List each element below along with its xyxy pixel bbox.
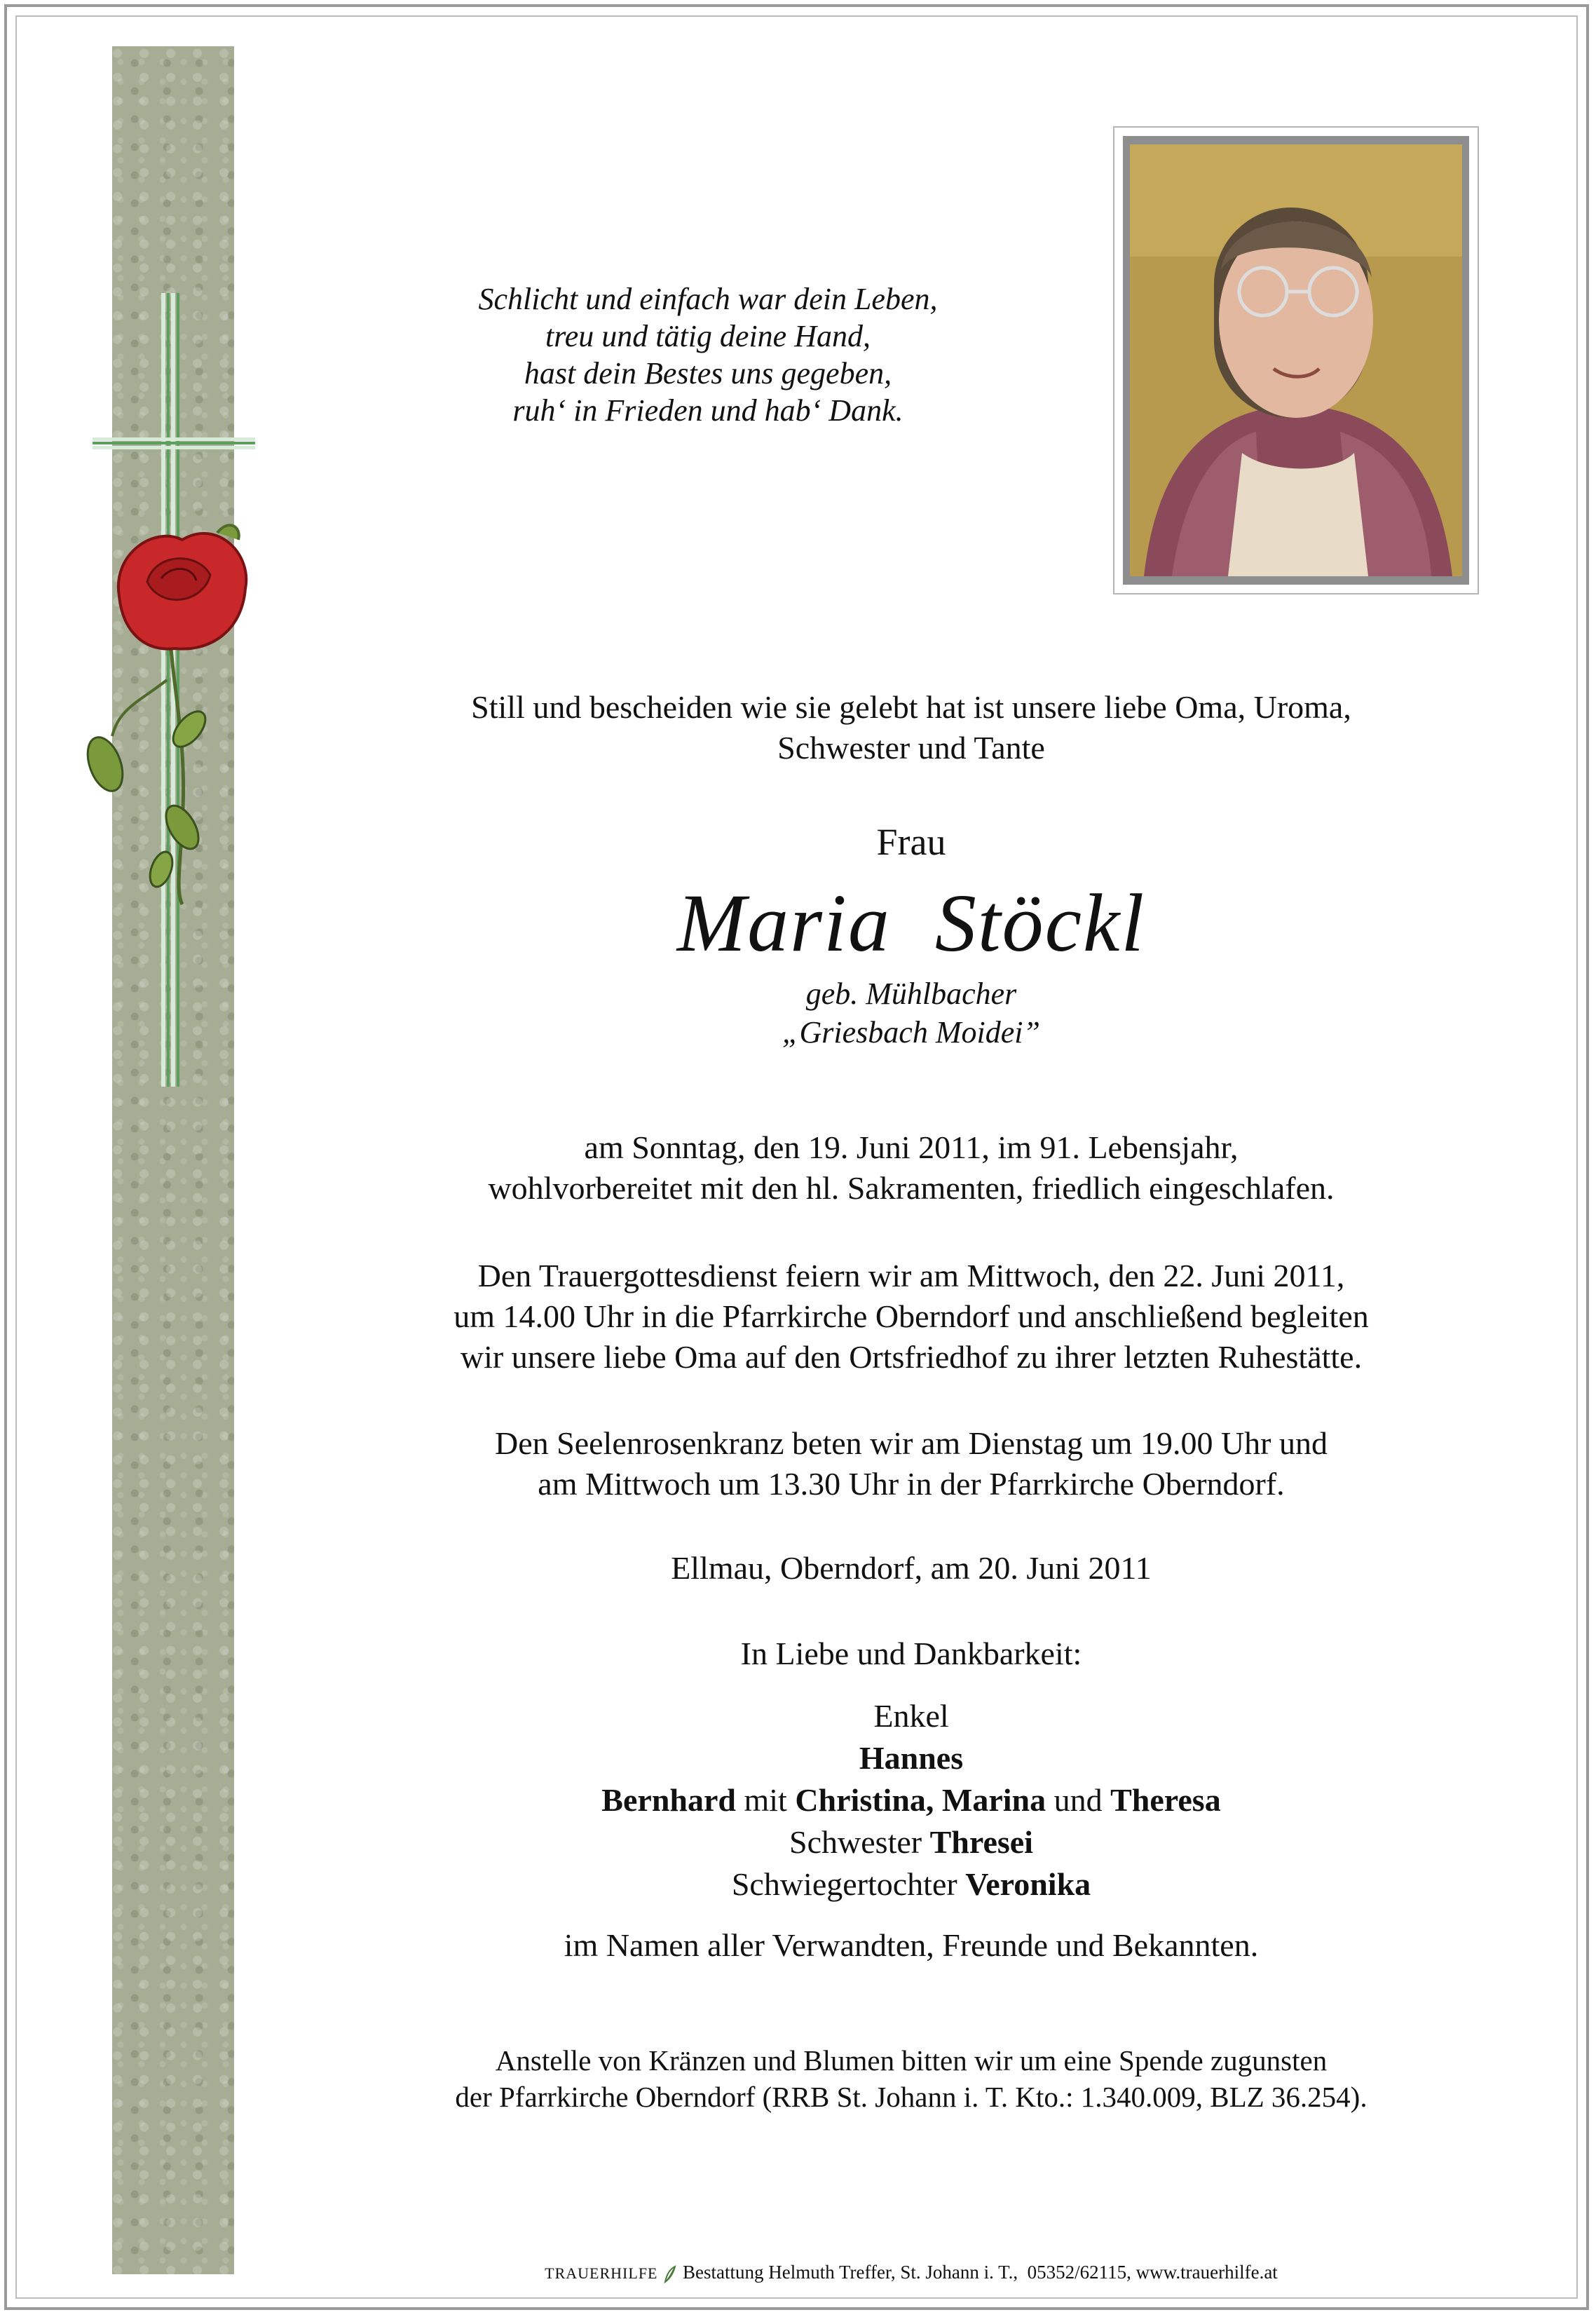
mourner-veronika: Veronika	[965, 1866, 1091, 1902]
mourner-thresei: Thresei	[929, 1824, 1033, 1860]
funeral-line: wir unsere liebe Oma auf den Ortsfriedhof zu ihrer letzten Ruhestätte.	[460, 1339, 1363, 1375]
footer	[280, 2262, 1542, 2283]
poem-line: Schlicht und einfach war dein Leben,	[478, 282, 938, 316]
portrait-frame	[1113, 126, 1479, 594]
mourner-line-schwester	[280, 1821, 1542, 1863]
leaf-icon	[662, 2265, 678, 2283]
mit-text: mit	[735, 1782, 796, 1818]
mourner-line-schwiegertochter	[280, 1863, 1542, 1905]
rosary-notice	[280, 1423, 1542, 1504]
mourner-hannes: Hannes	[859, 1740, 964, 1776]
intro-line: Still und bescheiden wie sie gelebt hat ist unsere liebe Oma, Uroma,	[471, 689, 1351, 725]
deceased-name: Maria Stöckl	[676, 877, 1146, 969]
gratitude-heading: In Liebe und Dankbarkeit:	[740, 1636, 1082, 1671]
portrait-photo	[1123, 136, 1469, 585]
funeral-notice	[280, 1256, 1542, 1378]
rosary-line: Den Seelenrosenkranz beten wir am Dienstag um 19.00 Uhr und	[494, 1425, 1328, 1461]
und-text: und	[1046, 1782, 1111, 1818]
poem-line: treu und tätig deine Hand,	[545, 319, 871, 353]
mourners-list	[280, 1695, 1542, 1905]
donation-line: Anstelle von Kränzen und Blumen bitten wir um eine Spende zugunsten	[495, 2044, 1328, 2077]
closing-line: im Namen aller Verwandten, Freunde und Bekannten.	[564, 1927, 1259, 1963]
poem-line: hast dein Bestes uns gegeben,	[524, 356, 892, 390]
death-notice	[280, 1127, 1542, 1209]
cross-with-rose-icon	[77, 287, 266, 1094]
death-line: am Sonntag, den 19. Juni 2011, im 91. Lebensjahr,	[584, 1129, 1239, 1165]
funeral-line: Den Trauergottesdienst feiern wir am Mittwoch, den 22. Juni 2011,	[477, 1258, 1345, 1293]
intro-text	[280, 687, 1542, 768]
place-date: Ellmau, Oberndorf, am 20. Juni 2011	[671, 1550, 1152, 1586]
maiden-name-block	[280, 974, 1542, 1052]
footer-text: Bestattung Helmuth Treffer, St. Johann i. T., 05352/62115, www.trauerhilfe.at	[683, 2262, 1278, 2283]
schwiegertochter-label: Schwiegertochter	[731, 1866, 966, 1902]
nickname: „Griesbach Moidei”	[782, 1015, 1040, 1049]
mourner-line-bernhard	[280, 1779, 1542, 1821]
death-line: wohlvorbereitet mit den hl. Sakramenten, friedlich eingeschlafen.	[488, 1170, 1335, 1206]
salutation: Frau	[876, 821, 946, 863]
rosary-line: am Mittwoch um 13.30 Uhr in der Pfarrkirche Oberndorf.	[538, 1466, 1285, 1502]
portrait-photo-image	[1130, 144, 1462, 576]
donation-line: der Pfarrkirche Oberndorf (RRB St. Johann i. T. Kto.: 1.340.009, BLZ 36.254).	[455, 2081, 1367, 2113]
intro-line: Schwester und Tante	[777, 730, 1045, 766]
poem-line: ruh‘ in Frieden und hab‘ Dank.	[512, 393, 903, 428]
mourner-christina-marina: Christina, Marina	[795, 1782, 1046, 1818]
mourner-theresa: Theresa	[1110, 1782, 1221, 1818]
maiden-name: geb. Mühlbacher	[805, 977, 1017, 1011]
donation-notice	[280, 2042, 1542, 2115]
schwester-label: Schwester	[789, 1824, 930, 1860]
funeral-line: um 14.00 Uhr in die Pfarrkirche Oberndorf und anschließend begleiten	[453, 1298, 1369, 1334]
enkel-label: Enkel	[873, 1698, 949, 1734]
footer-brand: TRAUERHILFE	[545, 2264, 658, 2282]
poem	[393, 280, 1023, 429]
mourner-bernhard: Bernhard	[601, 1782, 736, 1818]
